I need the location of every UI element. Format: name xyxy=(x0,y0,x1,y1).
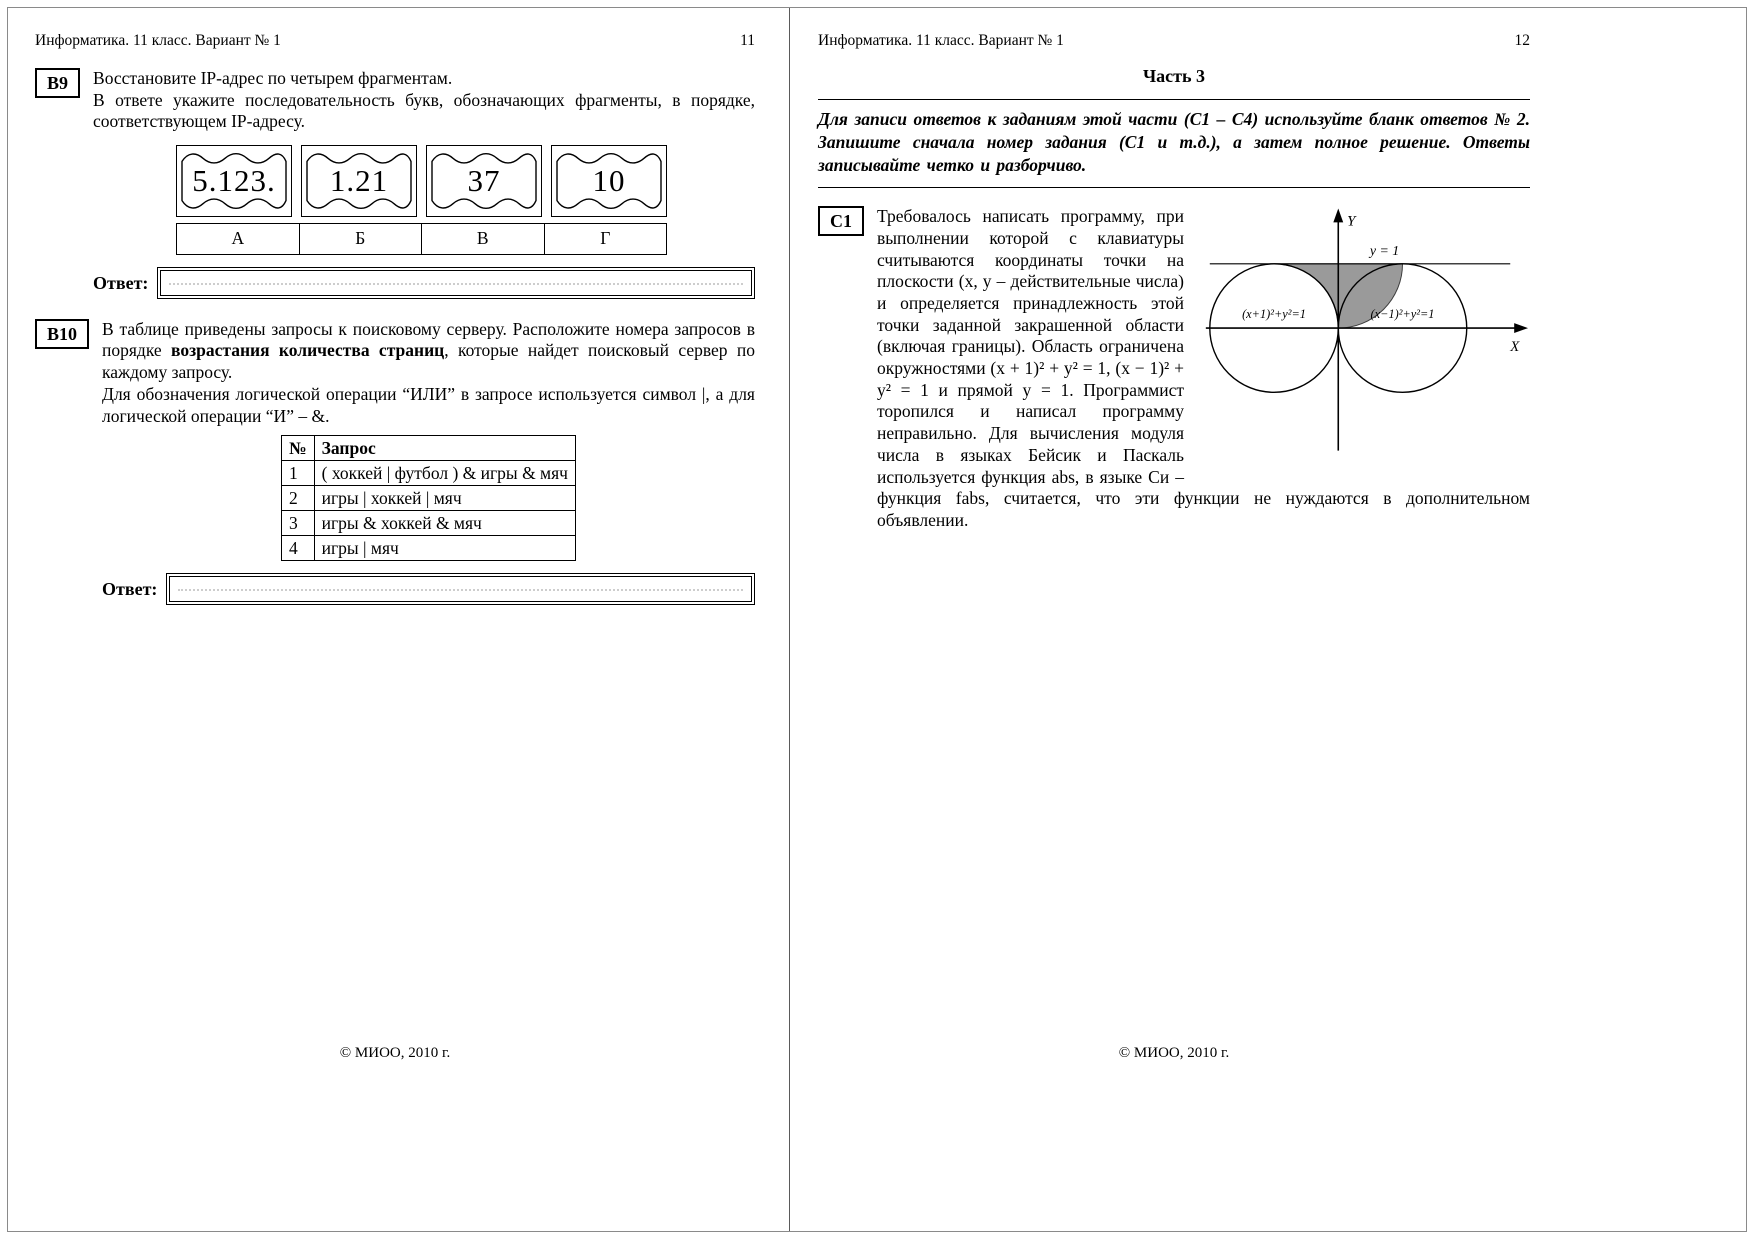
text-run: В таблице приведены запросы к поисковому серверу. Расположите номера запросов в порядке xyxy=(102,318,755,361)
right-circle-equation: (x−1)²+y²=1 xyxy=(1370,307,1435,322)
b9-answer-row xyxy=(93,267,755,299)
task-label-b10: В10 xyxy=(35,319,89,349)
header-title: Информатика. 11 класс. Вариант № 1 xyxy=(818,32,1064,49)
query-text: игры | мяч xyxy=(314,536,575,561)
fragment-value: 5.123. xyxy=(192,162,276,198)
answer-guide-line xyxy=(178,589,743,591)
query-text: игры | хоккей | мяч xyxy=(314,486,575,511)
task-b10-body xyxy=(102,319,755,607)
table-row xyxy=(282,511,576,536)
query-table xyxy=(281,435,576,561)
b10-answer-row xyxy=(102,573,755,605)
b9-text-line2: В ответе укажите последовательность букв, обозначающих фрагменты, в порядке, соответствующем IP-адресу. xyxy=(93,89,755,132)
ip-fragments xyxy=(176,145,667,255)
x-axis-label: X xyxy=(1510,339,1520,356)
fragment-box-a xyxy=(176,145,292,217)
task-b10 xyxy=(35,319,755,607)
fragment-letters-row xyxy=(176,223,667,255)
task-label-c1: С1 xyxy=(818,206,864,236)
page-number: 12 xyxy=(1514,32,1530,49)
b10-paragraph-2: Для обозначения логической операции “ИЛИ” в запросе используется символ |, а для логической операции “И” – &. xyxy=(102,383,755,426)
table-header-row xyxy=(282,436,576,461)
fragment-box-v xyxy=(426,145,542,217)
y-axis-label: Y xyxy=(1347,213,1356,230)
query-num: 3 xyxy=(282,511,315,536)
fragment-letter: Г xyxy=(600,228,611,249)
query-num: 4 xyxy=(282,536,315,561)
query-num: 2 xyxy=(282,486,315,511)
task-label-b9: В9 xyxy=(35,68,80,98)
answer-label: Ответ: xyxy=(93,272,149,293)
text-run: , которые найдет поисковый сервер по каждому запросу. xyxy=(102,340,755,383)
page-footer: © МИОО, 2010 г. xyxy=(1118,1045,1230,1061)
fragment-letter: В xyxy=(422,224,545,254)
b10-bold-phrase: возрастания количества страниц xyxy=(171,340,445,361)
c1-text: Требовалось написать программу, при выполнении которой с клавиатуры считываются координаты точки на плоскости (x, y – действительные числа) и определяется принадлежность этой точки заданной закрашенной области (включая границы). Область ограничена окружностями (x + 1)² + y² = 1, (x − 1)² + y² = 1 и прямой y = 1. Программист торопился и написал программу неправильно. Для вычисления модуля числа в языках Бейсик и Паскаль используется функция abs, в языке Си – функция fabs, считается, что эти функции не нуждаются в дополнительном объявлении. xyxy=(877,206,1530,530)
query-num: 1 xyxy=(282,461,315,486)
task-b9-body xyxy=(93,68,755,301)
page-12 xyxy=(790,8,1746,1231)
query-text: ( хоккей | футбол ) & игры & мяч xyxy=(314,461,575,486)
header-title: Информатика. 11 класс. Вариант № 1 xyxy=(35,32,281,49)
x-axis-arrow xyxy=(1514,323,1528,333)
line-label: y = 1 xyxy=(1369,243,1400,259)
document-spread xyxy=(7,7,1747,1232)
b10-answer-box xyxy=(166,573,755,605)
answer-guide-line xyxy=(169,283,743,285)
page-header xyxy=(35,32,755,50)
answer-box-inner xyxy=(160,270,752,296)
query-text: игры & хоккей & мяч xyxy=(314,511,575,536)
fragments-row xyxy=(176,145,667,217)
left-circle-equation: (x+1)²+y²=1 xyxy=(1242,307,1306,322)
table-row xyxy=(282,536,576,561)
fragment-box-g xyxy=(551,145,667,217)
column-header-query: Запрос xyxy=(314,436,575,461)
y-axis-arrow xyxy=(1333,209,1343,223)
fragment-value: 37 xyxy=(467,162,501,198)
fragment-value: 10 xyxy=(592,162,626,198)
task-b9 xyxy=(35,68,755,301)
fragment-value: 1.21 xyxy=(329,162,389,198)
page-number: 11 xyxy=(740,32,755,49)
part3-title: Часть 3 xyxy=(1142,66,1206,86)
answer-box-inner xyxy=(169,576,752,602)
fragment-letter: Б xyxy=(300,224,423,254)
page-header xyxy=(818,32,1530,50)
task-c1 xyxy=(818,206,1530,531)
column-header-num: № xyxy=(282,436,315,461)
b10-paragraph-1 xyxy=(102,319,755,384)
answer-label: Ответ: xyxy=(102,579,158,600)
c1-figure-svg xyxy=(1192,206,1530,464)
c1-figure xyxy=(1192,206,1530,464)
table-row xyxy=(282,486,576,511)
fragment-box-b xyxy=(301,145,417,217)
task-c1-body xyxy=(877,206,1530,531)
b9-text-line1: Восстановите IP-адрес по четырем фрагментам. xyxy=(93,68,453,88)
page-footer: © МИОО, 2010 г. xyxy=(339,1045,451,1061)
part3-instruction: Для записи ответов к заданиям этой части (С1 – С4) используйте бланк ответов № 2. Запишите сначала номер задания (С1 и т.д.), а затем полное решение. Ответы записывайте четко и разборчиво. xyxy=(818,99,1530,188)
fragment-letter: А xyxy=(177,224,300,254)
page-11 xyxy=(8,8,790,1231)
table-row xyxy=(282,461,576,486)
b9-answer-box xyxy=(157,267,755,299)
